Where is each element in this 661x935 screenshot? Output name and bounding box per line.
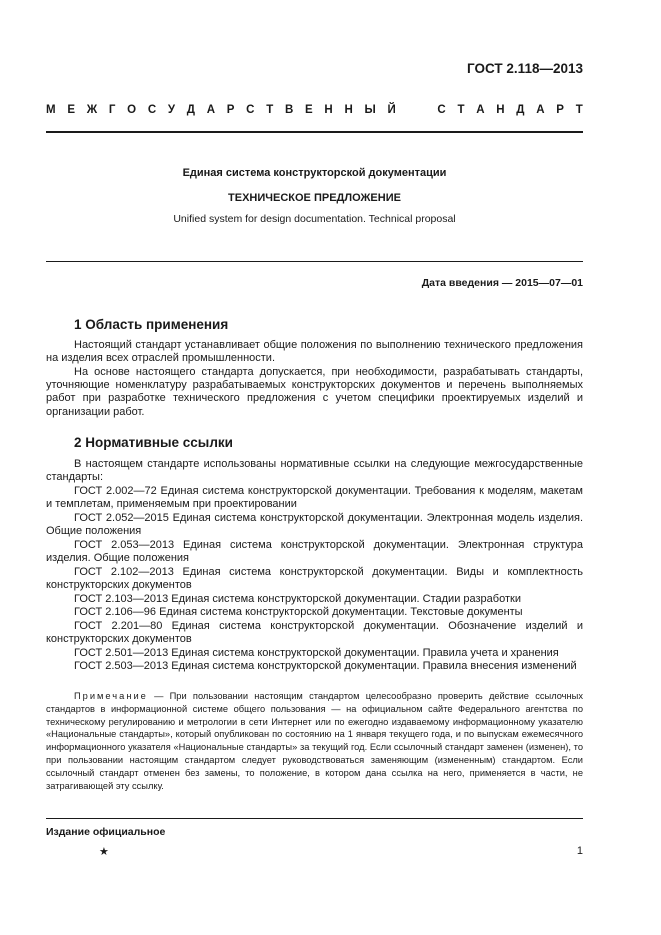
footer-rule	[46, 818, 583, 819]
note-label: Примечание	[74, 691, 148, 701]
section-1-paragraph-1: Настоящий стандарт устанавливает общие положения по выполнению технического предложения на изделия всех отраслей промышленности.	[46, 339, 583, 365]
reference-item: ГОСТ 2.052—2015 Единая система конструкторской документации. Электронная модель изделия. Общие положения	[46, 512, 583, 538]
banner-letter: Т	[457, 104, 465, 116]
reference-item: ГОСТ 2.503—2013 Единая система конструкторской документации. Правила внесения изменений	[74, 660, 577, 672]
banner-letter: С	[437, 104, 446, 116]
note-text: — При пользовании настоящим стандартом целесообразно проверить действие ссылочных стандартов в информационной системе общего пользования — на официальном сайте Федерального агентства по техническому регулированию и метрологии в сети Интернет или по ежегодно издаваемому информационному указателю «Национальные стандарты», который опубликован по состоянию на 1 января текущего года, и по выпускам ежемесячного информационного указателя «Национальные стандарты» за текущий год. Если ссылочный стандарт заменен (изменен), то при пользовании настоящим стандартом следует руководствоваться заменяющим (измененным) стандартом. Если ссылочный стандарт отменен без замены, то положение, в котором дана ссылка на него, применяется в части, не затрагивающей эту ссылку.	[46, 691, 583, 791]
banner-letter: С	[147, 104, 157, 116]
banner-letter: О	[127, 104, 137, 116]
banner-letter: Т	[575, 104, 583, 116]
reference-item: ГОСТ 2.106—96 Единая система конструкторской документации. Текстовые документы	[74, 606, 523, 618]
banner-letter: Н	[324, 104, 333, 116]
banner-letter: А	[206, 104, 216, 116]
reference-item: ГОСТ 2.002—72 Единая система конструкторской документации. Требования к моделям, макетам и темплетам, применяемым при проектировании	[46, 485, 583, 511]
banner-letter: Т	[266, 104, 274, 116]
page-number: 1	[576, 845, 583, 857]
banner-letter: Е	[67, 104, 75, 116]
banner-letter: Д	[516, 104, 525, 116]
banner-letter: А	[476, 104, 485, 116]
section-1-paragraph-2: На основе настоящего стандарта допускается, при необходимости, разрабатывать стандарты, уточняющие номенклатуру разрабатываемых конструкторских документов и перечень выполняемых работ при разработке технического предложения с учетом специфики проектируемых изделий и организации работ.	[46, 366, 583, 418]
system-title: Единая система конструкторской документации	[182, 167, 447, 179]
reference-item: ГОСТ 2.103—2013 Единая система конструкторской документации. Стадии разработки	[74, 593, 521, 605]
banner-letter: А	[536, 104, 545, 116]
document-code: ГОСТ 2.118—2013	[467, 61, 583, 76]
banner-letter: У	[167, 104, 176, 116]
banner-letter: Ж	[86, 104, 98, 116]
title-rule	[46, 261, 583, 262]
banner-letter: М	[46, 104, 56, 116]
reference-item: ГОСТ 2.102—2013 Единая система конструкторской документации. Виды и комплектность конструкторских документов	[46, 566, 583, 592]
intro-date: Дата введения — 2015—07—01	[421, 277, 583, 289]
banner-letter	[408, 104, 411, 116]
banner-letter: Д	[186, 104, 195, 116]
banner-letter: Н	[496, 104, 505, 116]
banner-letter: Р	[556, 104, 564, 116]
banner-letter: Н	[344, 104, 353, 116]
banner-letter: Р	[226, 104, 235, 116]
document-title: ТЕХНИЧЕСКОЕ ПРЕДЛОЖЕНИЕ	[228, 192, 401, 204]
banner-letter: Г	[108, 104, 116, 116]
english-title: Unified system for design documentation. Technical proposal	[173, 213, 456, 225]
reference-item: ГОСТ 2.201—80 Единая система конструкторской документации. Обозначение изделий и конструкторских документов	[46, 620, 583, 646]
banner-letter: В	[284, 104, 294, 116]
banner-letter: Ы	[364, 104, 376, 116]
star-icon: ★	[99, 846, 109, 858]
reference-item: ГОСТ 2.053—2013 Единая система конструкторской документации. Электронная структура изделия. Общие положения	[46, 539, 583, 565]
edition-label: Издание официальное	[46, 826, 166, 838]
header-rule	[46, 131, 583, 133]
standard-banner	[46, 104, 583, 116]
section-2-lead: В настоящем стандарте использованы нормативные ссылки на следующие межгосударственные стандарты:	[46, 458, 583, 484]
section-1-heading: 1 Область применения	[74, 317, 229, 332]
section-2-heading: 2 Нормативные ссылки	[74, 435, 233, 450]
note-paragraph	[46, 690, 583, 792]
banner-letter: С	[246, 104, 255, 116]
banner-letter: Е	[305, 104, 313, 116]
banner-letter	[422, 104, 425, 116]
banner-letter: Й	[387, 104, 396, 116]
reference-item: ГОСТ 2.501—2013 Единая система конструкторской документации. Правила учета и хранения	[74, 647, 559, 659]
